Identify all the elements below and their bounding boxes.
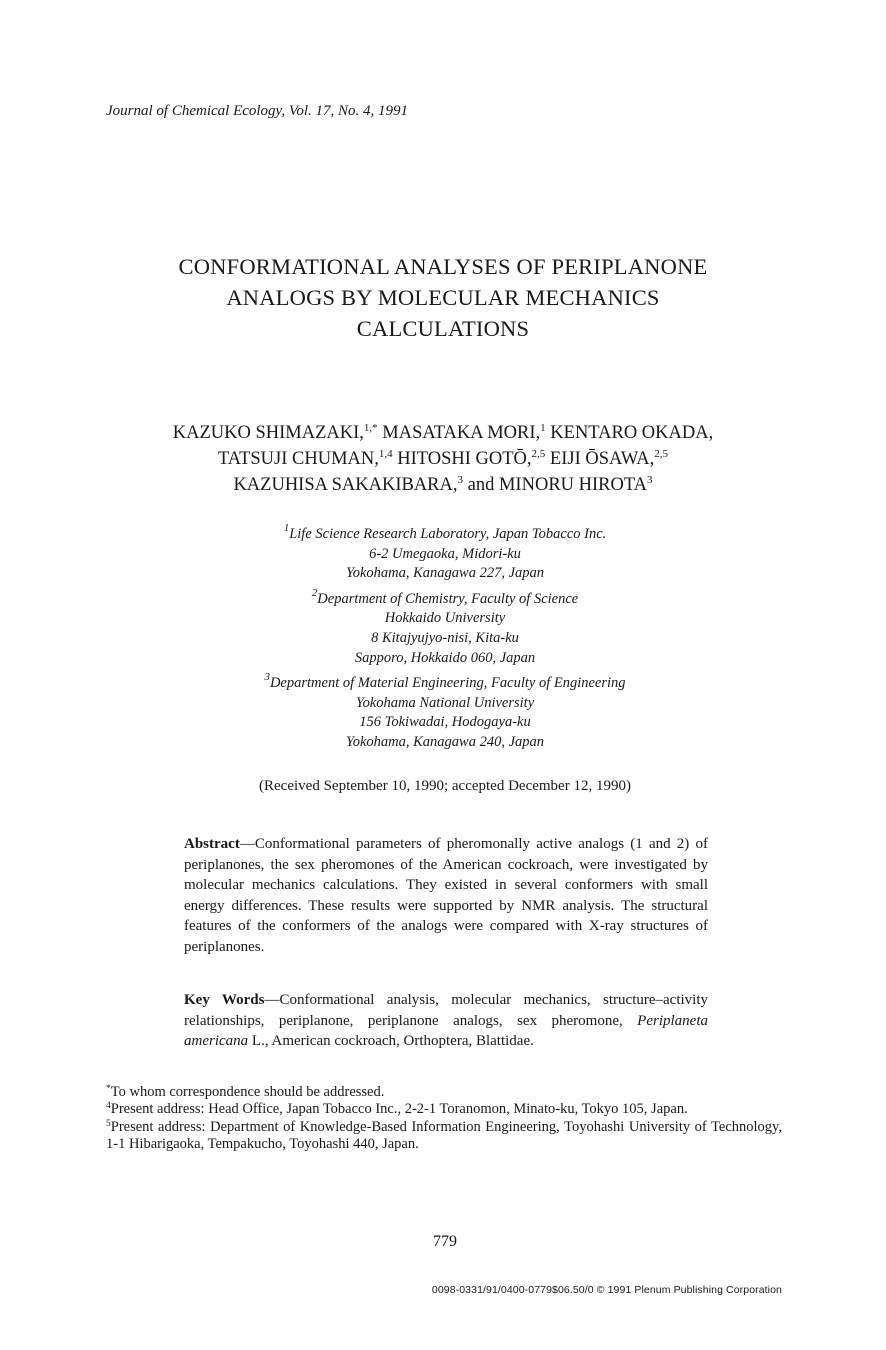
author-name: TATSUJI CHUMAN, <box>217 449 379 469</box>
received-dates: (Received September 10, 1990; accepted December 12, 1990) <box>259 778 631 794</box>
footnote-text: Present address: Head Office, Japan Tobacco Inc., 2-2-1 Toranomon, Minato-ku, Tokyo 105, Japan. <box>110 1101 688 1118</box>
author-affiliation-marker: 1,* <box>363 422 378 434</box>
keywords-species: Periplaneta americana <box>184 1012 708 1050</box>
title-line: CONFORMATIONAL ANALYSES OF PERIPLANONE <box>178 254 708 279</box>
author-name: HITOSHI GOTŌ, <box>397 449 532 469</box>
footnote <box>106 1084 782 1101</box>
keywords-text-end: L., American cockroach, Orthoptera, Blattidae. <box>248 1033 534 1050</box>
affiliation-text: Department of Chemistry, Faculty of Science <box>317 590 579 607</box>
affiliation-line: Sapporo, Hokkaido 060, Japan <box>354 649 536 666</box>
author-line <box>0 446 886 472</box>
affiliation-line <box>0 522 886 545</box>
footnote-marker: * <box>106 1084 111 1094</box>
page-number: 779 <box>433 1233 457 1250</box>
paper-title <box>0 251 886 344</box>
author-line <box>0 420 886 446</box>
journal-citation: Journal of Chemical Ecology, Vol. 17, No. 4, 1991 <box>106 103 409 119</box>
author-affiliation-marker: 3 <box>457 474 464 486</box>
author-name: KAZUHISA SAKAKIBARA, <box>233 475 458 495</box>
author-affiliation-marker: 1 <box>540 422 546 434</box>
author-list <box>0 420 886 498</box>
abstract-text: —Conformational parameters of pheromonally active analogs (1 and 2) of periplanones, the sex pheromones of the American cockroach, were investigated by molecular mechanics calculations. They existed in several conformers with small energy differences. These results were supported by NMR analysis. The structural features of the conformers of the analogs were compared with X-ray structures of periplanones. <box>184 836 708 955</box>
author-name: MASATAKA MORI, <box>382 423 541 443</box>
title-line: ANALOGS BY MOLECULAR MECHANICS <box>226 285 660 310</box>
affiliation-line <box>0 586 886 610</box>
copyright-line: 0098-0331/91/0400-0779$06.50/0 © 1991 Plenum Publishing Corporation <box>431 1284 782 1296</box>
affiliation-line: Yokohama National University <box>355 694 535 711</box>
author-name: KENTARO OKADA, <box>550 423 714 443</box>
footnote-marker: 5 <box>106 1118 111 1129</box>
affiliations <box>0 522 886 753</box>
affiliation-line: Yokohama, Kanagawa 240, Japan <box>345 733 545 750</box>
affiliation-text: Life Science Research Laboratory, Japan Tobacco Inc. <box>289 526 607 542</box>
footnote <box>106 1101 782 1118</box>
footnote-text: To whom correspondence should be addressed. <box>110 1084 385 1100</box>
author-name: EIJI ŌSAWA, <box>549 449 655 469</box>
affiliation-marker: 1 <box>283 522 290 534</box>
footnote-text: Present address: Department of Knowledge-Based Information Engineering, Toyohashi University of Technology, 1-1 Hibarigaoka, Tempakucho, Toyohashi 440, Japan. <box>106 1118 782 1153</box>
keywords-text: —Conformational analysis, molecular mechanics, structure–activity relationships, periplanone, periplanone analogs, sex pheromone, <box>184 992 708 1029</box>
author-name: KAZUKO SHIMAZAKI, <box>172 423 364 443</box>
keywords <box>184 990 708 1052</box>
footnotes <box>106 1084 782 1154</box>
author-name: MINORU HIROTA <box>498 475 648 495</box>
author-affiliation-marker: 3 <box>647 474 653 486</box>
author-affiliation-marker: 2,5 <box>654 448 669 460</box>
abstract <box>184 834 708 958</box>
author-conjunction: and <box>467 475 495 495</box>
affiliation-line: 8 Kitajyujyo-nisi, Kita-ku <box>371 629 519 646</box>
affiliation-text: Department of Material Engineering, Faculty of Engineering <box>269 675 626 692</box>
affiliation-line: Yokohama, Kanagawa 227, Japan <box>345 565 545 582</box>
footnote-marker: 4 <box>106 1101 111 1112</box>
title-line: CALCULATIONS <box>356 316 530 341</box>
affiliation-line: Hokkaido University <box>384 610 506 627</box>
affiliation-line: 6-2 Umegaoka, Midori-ku <box>369 545 521 562</box>
footnote <box>106 1119 782 1154</box>
keywords-label: Key Words <box>184 992 265 1008</box>
author-line <box>0 472 886 498</box>
affiliation-line <box>0 671 886 694</box>
abstract-label: Abstract <box>184 836 240 852</box>
author-affiliation-marker: 2,5 <box>531 448 546 460</box>
affiliation-marker: 3 <box>264 671 270 684</box>
author-affiliation-marker: 1,4 <box>378 448 393 460</box>
affiliation-marker: 2 <box>311 586 318 599</box>
affiliation-line: 156 Tokiwadai, Hodogaya-ku <box>359 714 531 731</box>
